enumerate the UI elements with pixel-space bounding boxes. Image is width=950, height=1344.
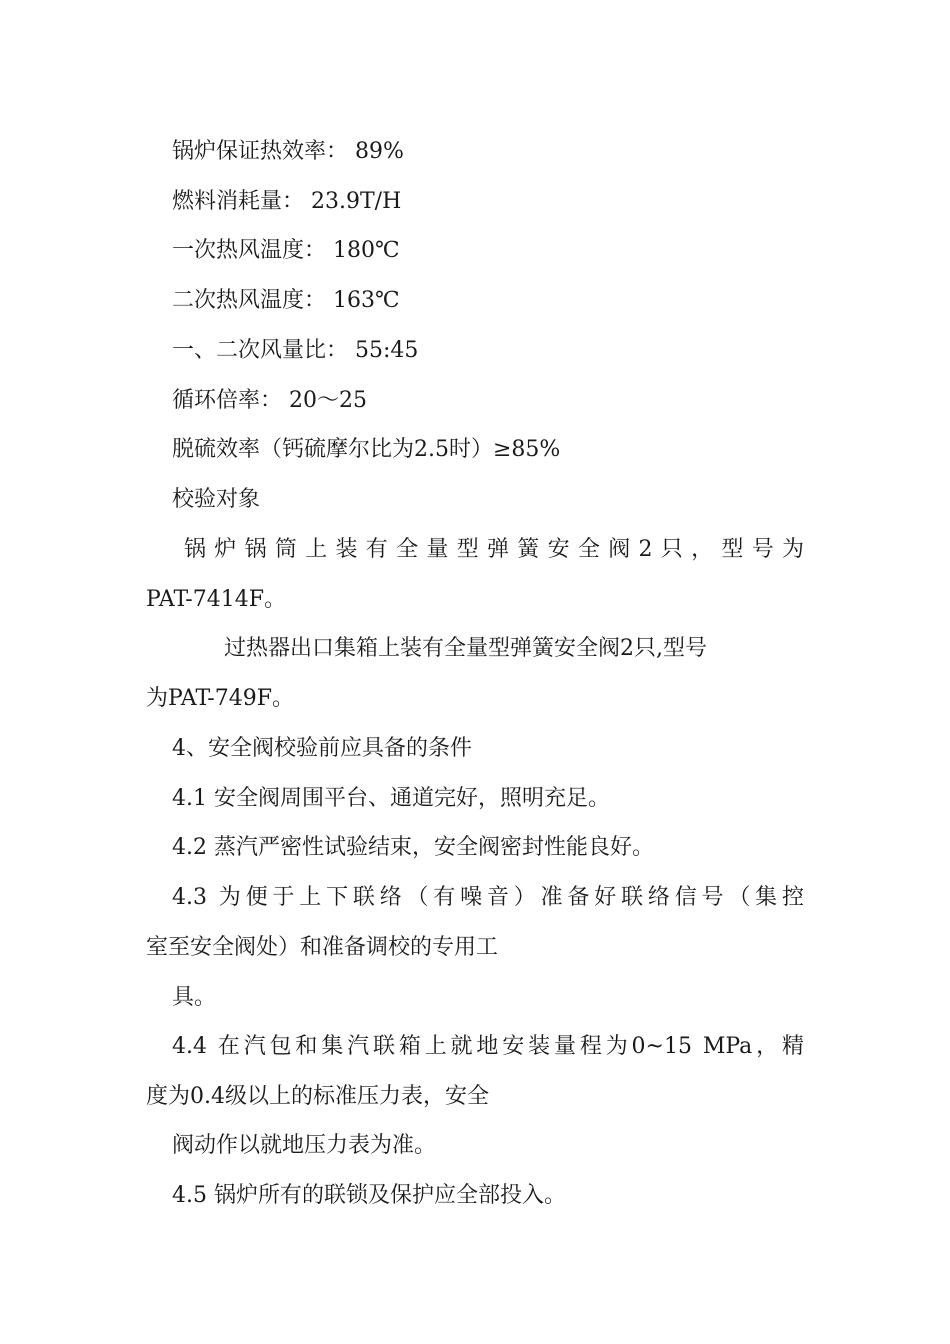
primary-air-temp-line: 一次热风温度： 180℃ [172,238,400,263]
secondary-air-temp-line: 二次热风温度： 163℃ [172,288,400,313]
air-ratio-line: 一、二次风量比： 55:45 [172,338,419,363]
item-4-3-line-1: 4.3 为便于上下联络（有噪音）准备好联络信号（集控 [172,885,804,910]
item-4-4-line-2: 度为0.4级以上的标准压力表，安全 [146,1084,489,1109]
section-4-heading: 4、安全阀校验前应具备的条件 [172,736,472,761]
header-valves-line-2: 为PAT-749F。 [146,686,294,711]
item-4-4-line-1: 4.4 在汽包和集汽联箱上就地安装量程为0~15 MPa，精 [172,1034,804,1059]
item-4-3-line-2: 室至安全阀处）和准备调校的专用工 [146,935,499,960]
drum-valves-line-1: 锅炉锅筒上装有全量型弹簧安全阀2只，型号为 [184,537,804,562]
item-4-3-line-3: 具。 [172,985,217,1010]
item-4-4-line-3: 阀动作以就地压力表为准。 [172,1133,437,1158]
circulation-ratio-line: 循环倍率： 20～25 [172,388,367,413]
item-4-2: 4.2 蒸汽严密性试验结束，安全阀密封性能良好。 [172,835,654,860]
thermal-efficiency-line: 锅炉保证热效率： 89% [172,139,404,164]
item-4-1: 4.1 安全阀周围平台、通道完好，照明充足。 [172,786,610,811]
item-4-5: 4.5 锅炉所有的联锁及保护应全部投入。 [172,1183,566,1208]
header-valves-line-1: 过热器出口集箱上装有全量型弹簧安全阀2只,型号 [224,636,707,661]
check-object-heading: 校验对象 [172,487,261,512]
desulfurization-line: 脱硫效率（钙硫摩尔比为2.5时）≥85% [172,437,561,462]
drum-valves-line-2: PAT-7414F。 [146,587,286,612]
fuel-consumption-line: 燃料消耗量： 23.9T/H [172,189,402,214]
